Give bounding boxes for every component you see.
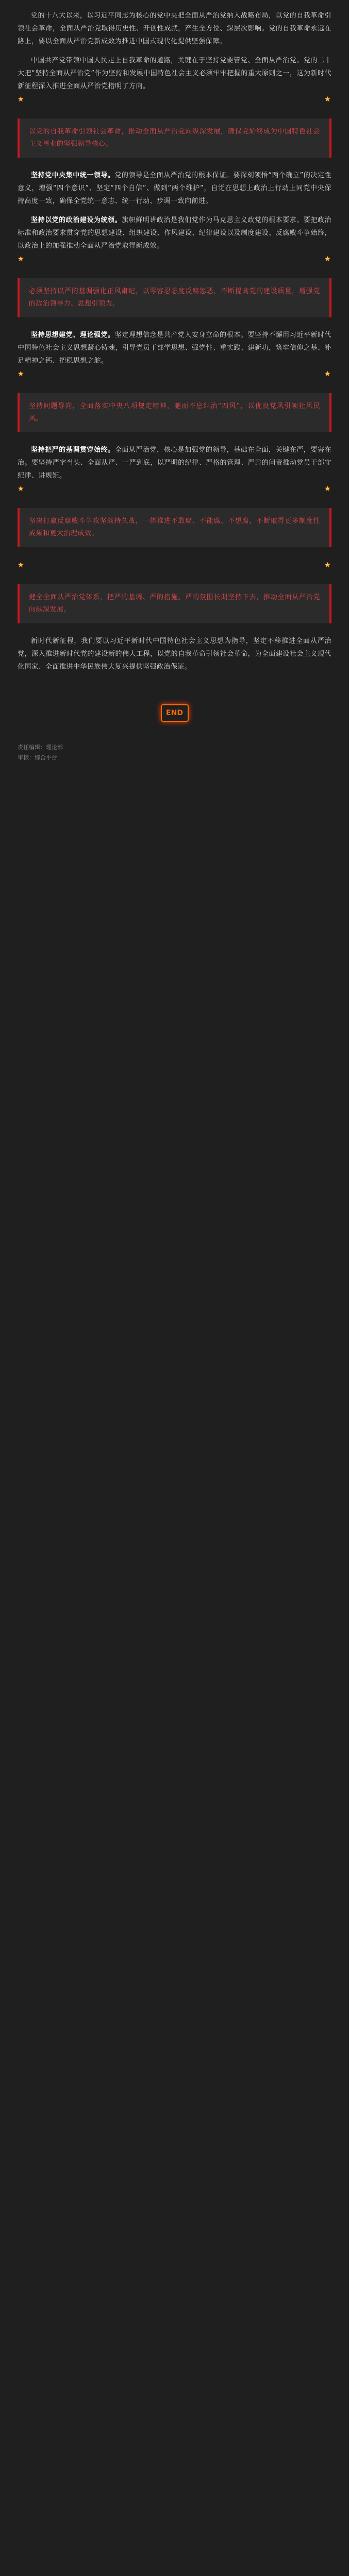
section-text: 党的领导是全面从严治党的根本保证。要深刻领悟“两个确立”的决定性意义，增强“四个意识”、坚定“四个自信”、做到“两个维护”，自觉在思想上政治上行动上同党中央保持高度一致，确保全党统一意志、统一行动、步调一致向前进。 bbox=[18, 172, 331, 205]
intro-paragraph-2: 中国共产党带领中国人民走上自我革命的道路，关键在于坚持党要管党、全面从严治党。党的二十大把“坚持全面从严治党”作为坚持和发展中国特色社会主义必须牢牢把握的重大原则之一，这为新时代新征程深入推进全面从严治党指明了方向。 bbox=[18, 57, 331, 90]
section-lead: 坚持以党的政治建设为统领。 bbox=[31, 216, 122, 224]
highlight-quote-4: 坚决打赢反腐败斗争攻坚战持久战，一体推进不敢腐、不能腐、不想腐，不断取得更多制度性成果和更大治理成效。 bbox=[18, 508, 331, 547]
star-icon: ★ bbox=[18, 370, 24, 378]
section-lead: 坚持把严的基调贯穿始终。 bbox=[31, 446, 115, 454]
section-1 bbox=[18, 169, 331, 208]
section-text: 坚定理想信念是共产党人安身立命的根本。要坚持不懈用习近平新时代中国特色社会主义思想凝心铸魂，引导党员干部学思想、强党性、重实践、建新功，筑牢信仰之基、补足精神之钙、把稳思想之舵。 bbox=[18, 331, 331, 365]
end-marker bbox=[0, 704, 349, 722]
closing-paragraph: 新时代新征程，我们要以习近平新时代中国特色社会主义思想为指导，坚定不移推进全面从严治党，深入推进新时代党的建设新的伟大工程，以党的自我革命引领社会革命，为全面建设社会主义现代化国家、全面推进中华民族伟大复兴提供坚强政治保证。 bbox=[18, 637, 331, 671]
highlight-quote-3: 坚持问题导向，全面落实中央八项规定精神，驰而不息纠治“四风”，以优良党风引领社风民风。 bbox=[18, 393, 331, 432]
highlight-quote-5: 健全全面从严治党体系，把严的基调、严的措施、严的氛围长期坚持下去，推动全面从严治党向纵深发展。 bbox=[18, 584, 331, 623]
section-lead: 坚持思想建党、理论强党。 bbox=[31, 331, 115, 339]
credits bbox=[18, 742, 331, 763]
divider-stars bbox=[18, 367, 331, 382]
section-2 bbox=[18, 214, 331, 252]
star-icon: ★ bbox=[324, 95, 331, 104]
star-icon: ★ bbox=[324, 561, 331, 569]
star-icon: ★ bbox=[18, 485, 24, 493]
star-icon: ★ bbox=[324, 485, 331, 493]
divider-stars bbox=[18, 558, 331, 573]
section-text: 全面从严治党，核心是加强党的领导，基础在全面，关键在严，要害在治。要坚持严字当头、全面从严、一严到底，以严明的纪律、严格的管理、严肃的问责推动党员干部守纪律、讲规矩。 bbox=[18, 446, 331, 480]
star-icon: ★ bbox=[18, 255, 24, 263]
star-icon: ★ bbox=[18, 561, 24, 569]
divider-stars bbox=[18, 482, 331, 497]
review-credit: 审核：综合平台 bbox=[18, 754, 57, 761]
divider-stars bbox=[18, 93, 331, 107]
section-4 bbox=[18, 444, 331, 482]
star-icon: ★ bbox=[18, 95, 24, 104]
highlight-quote-2: 必须坚持以严的基调强化正风肃纪，以零容忍态度反腐惩恶，不断提高党的建设质量，增强党的政治领导力、思想引领力。 bbox=[18, 278, 331, 317]
star-icon: ★ bbox=[324, 255, 331, 263]
intro-paragraph-1: 党的十八大以来，以习近平同志为核心的党中央把全面从严治党纳入战略布局，以党的自我革命引领社会革命，全面从严治党取得历史性、开创性成就，产生全方位、深层次影响。党的自我革命永远在路上，要以全面从严治党新成效为推进中国式现代化提供坚强保障。 bbox=[18, 12, 331, 45]
section-lead: 坚持党中央集中统一领导。 bbox=[31, 172, 115, 179]
end-badge: END bbox=[161, 704, 189, 722]
editor-credit: 责任编辑：理论部 bbox=[18, 744, 63, 751]
section-3 bbox=[18, 329, 331, 367]
star-icon: ★ bbox=[324, 370, 331, 378]
highlight-quote-1: 以党的自我革命引领社会革命，推动全面从严治党向纵深发展，确保党始终成为中国特色社会主义事业的坚强领导核心。 bbox=[18, 118, 331, 158]
divider-stars bbox=[18, 252, 331, 267]
section-text: 旗帜鲜明讲政治是我们党作为马克思主义政党的根本要求。要把政治标准和政治要求贯穿党的思想建设、组织建设、作风建设、纪律建设以及制度建设、反腐败斗争始终，以政治上的加强推动全面从严治党取得新成效。 bbox=[18, 216, 331, 250]
